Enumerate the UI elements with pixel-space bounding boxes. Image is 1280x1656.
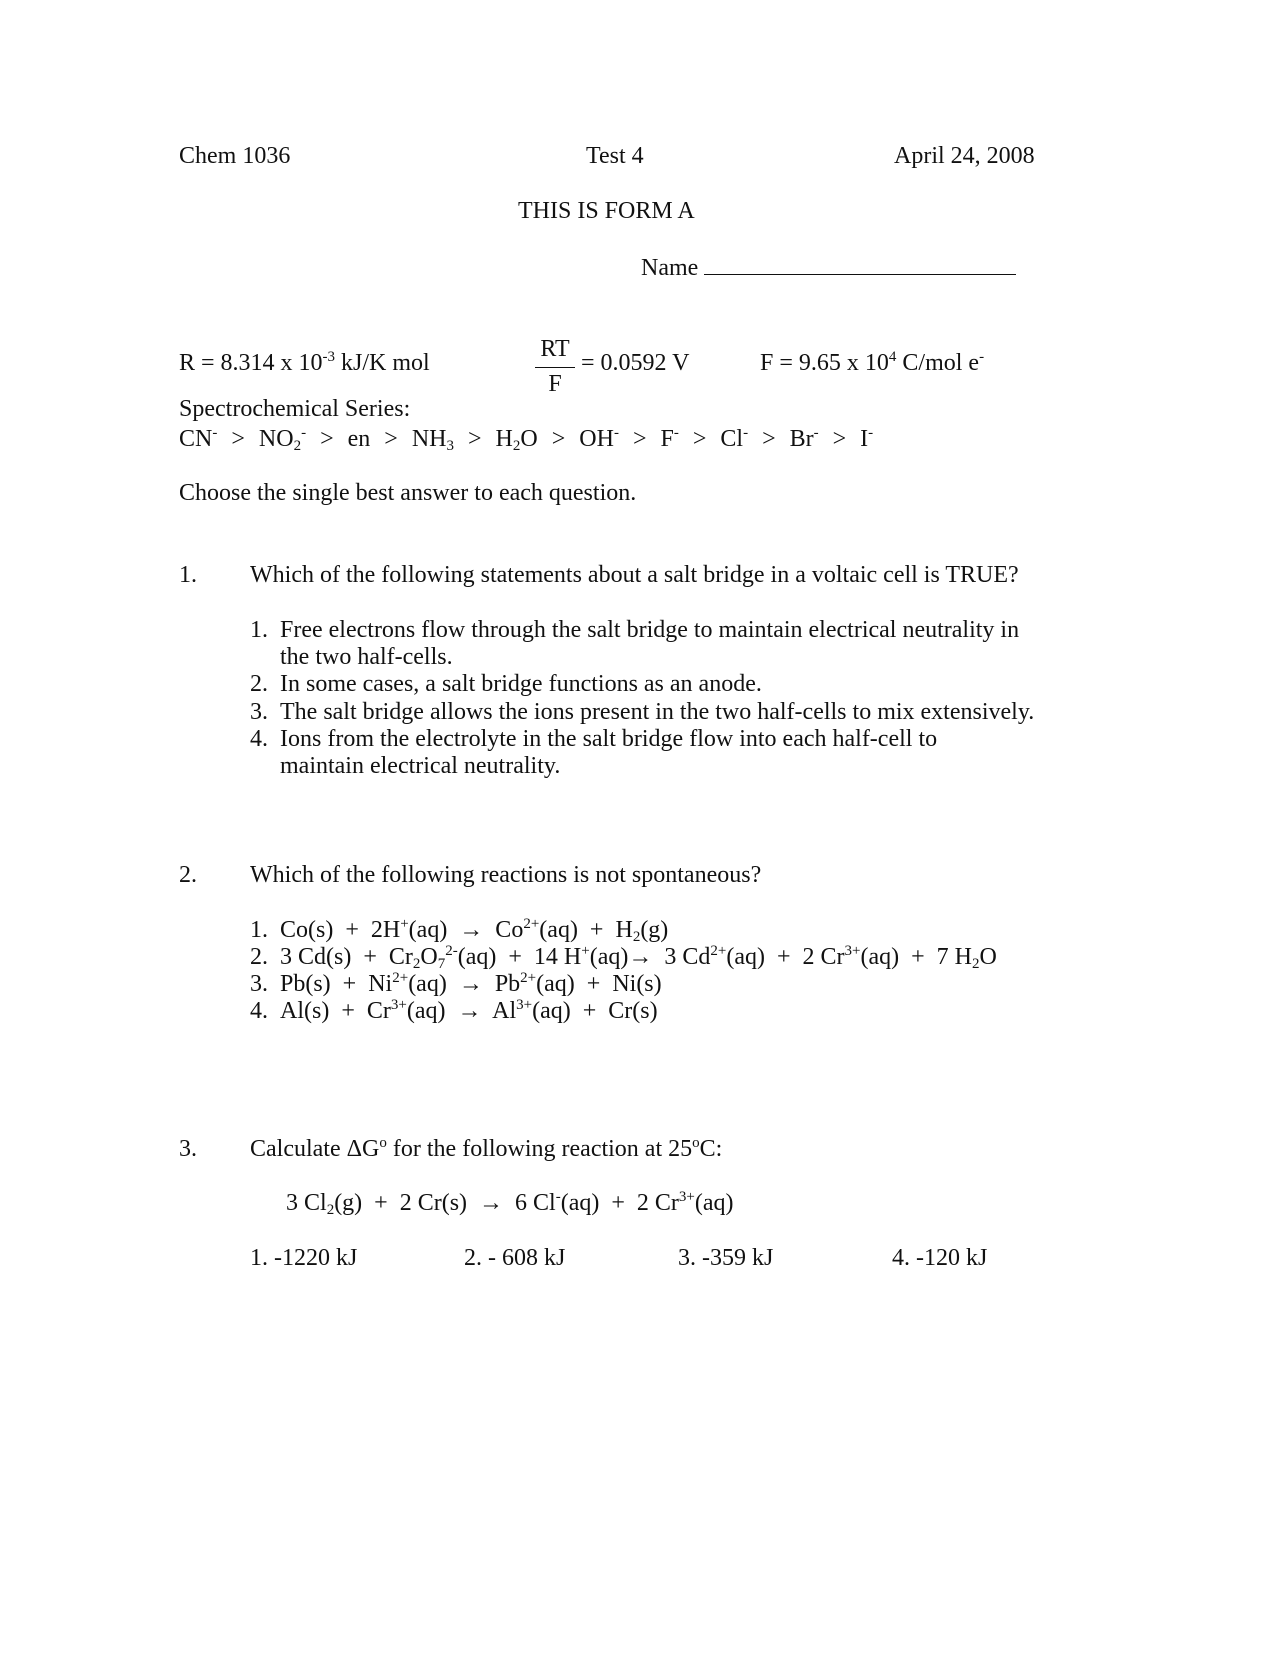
q2-option-4[interactable]: 4. $Al(s) + Cr^{3+}(aq) \to Al^{3+}(aq) + Cr(s)$	[250, 997, 658, 1024]
q2-option-2[interactable]: 2. 3 $Cd(s) + Cr_2O_7^{2-}(aq) + 14$ H+(aq)→ 3 $Cd^{2+}(aq) + 2$ $Cr^{3+}(aq) + 7$ $H_2O$	[250, 943, 997, 972]
q2-option-3[interactable]: 3. $Pb(s) + Ni^{2+}(aq) \to Pb^{2+}(aq) + Ni(s)$	[250, 970, 662, 997]
rt-over-f-value: = 0.0592 V	[581, 350, 690, 376]
q3-answer-4[interactable]: 4. -120 kJ	[892, 1245, 988, 1271]
instructions: Choose the single best answer to each question.	[179, 480, 637, 506]
q1-option-1-cont: the two half-cells.	[280, 644, 453, 670]
gas-constant: R = 8.314 x $10^{-3}$ kJ/K mol	[179, 349, 430, 376]
q1-option-4[interactable]: 4. Ions from the electrolyte in the salt bridge flow into each half-cell to	[250, 726, 938, 752]
q3-answer-3[interactable]: 3. -359 kJ	[678, 1245, 774, 1271]
spectrochemical-series: $CN^- > NO_2^-$ > en > $NH_3 > H_2O > OH^- > F^- > Cl^- > Br^- > I^-$	[179, 425, 874, 454]
name-field[interactable]	[641, 252, 1016, 282]
form-label: THIS IS FORM A	[518, 198, 695, 224]
q1-option-3[interactable]: 3. The salt bridge allows the ions present in the two half-cells to mix extensively.	[250, 699, 1035, 725]
q2-text: Which of the following reactions is not spontaneous?	[250, 862, 762, 888]
q1-option-4-cont: maintain electrical neutrality.	[280, 753, 561, 779]
q2-number: 2.	[179, 862, 197, 888]
q3-reaction: 3 $Cl_2(g) + 2$ Cr(s) → 6 Cl-(aq) + 2 $Cr^{3+}(aq)$	[286, 1189, 734, 1218]
q3-text: Calculate $\Delta G^o$ for the following reaction at 25$^o$C:	[250, 1135, 723, 1162]
test-title: Test 4	[586, 143, 644, 169]
q1-number: 1.	[179, 562, 197, 588]
q3-answer-1[interactable]: 1. -1220 kJ	[250, 1245, 358, 1271]
q1-option-1[interactable]: 1. Free electrons flow through the salt bridge to maintain electrical neutrality in	[250, 617, 1020, 643]
q3-number: 3.	[179, 1136, 197, 1162]
name-blank[interactable]	[704, 252, 1016, 275]
q1-option-2[interactable]: 2. In some cases, a salt bridge functions as an anode.	[250, 671, 762, 697]
faraday-constant: F = 9.65 x $10^4$ C/mol e-	[760, 349, 985, 376]
course-title: Chem 1036	[179, 143, 291, 169]
q3-answer-2[interactable]: 2. - 608 kJ	[464, 1245, 566, 1271]
rt-over-f-fraction: $\frac{RT}{F}$	[535, 336, 575, 398]
series-title: Spectrochemical Series:	[179, 396, 411, 422]
name-label: Name	[641, 255, 699, 281]
q2-option-1[interactable]: 1. $Co(s) + 2H^+(aq) \to Co^{2+}(aq) + H_2(g)$	[250, 916, 669, 945]
test-date: April 24, 2008	[894, 143, 1035, 169]
q1-text: Which of the following statements about a salt bridge in a voltaic cell is TRUE?	[250, 562, 1019, 588]
